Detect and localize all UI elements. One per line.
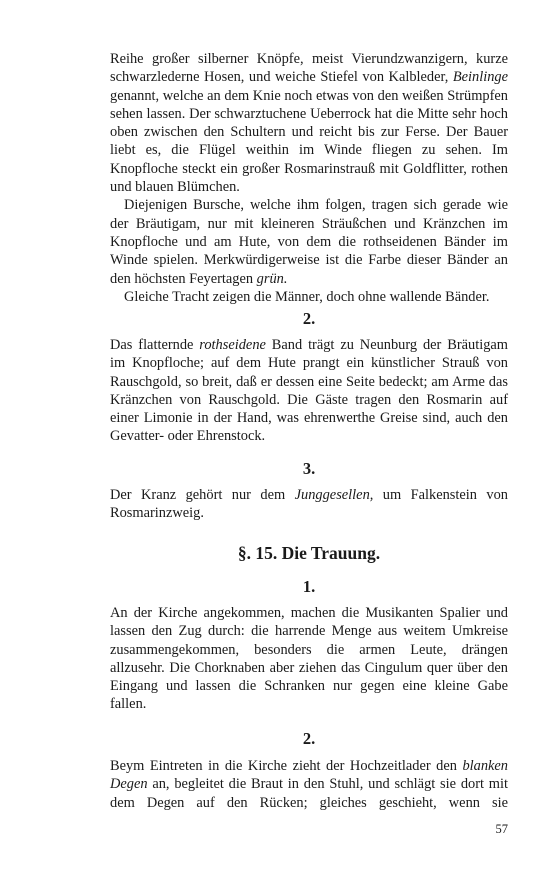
paragraph-block-kranz — [110, 486, 508, 523]
page-number: 57 — [495, 822, 508, 836]
text-run: Diejenigen Bursche, welche ihm folgen, tragen sich gerade wie der Bräutigam, nur mit kleineren Sträußchen und Kränzchen im Knopfloche und am Hute, von dem die rothseidenen Bänder im Winde spielen. Merkwürdigerweise ist die Farbe dieser Bänder an den höchsten Feyertagen — [110, 197, 508, 287]
paragraph-degen — [110, 757, 508, 812]
paragraph-kirche — [110, 604, 508, 714]
text-run: An der Kirche angekommen, machen die Musikanten Spalier und lassen den Zug durch: die harrende Menge aus weitem Umkreise zusammengekommen, besonders die armen Leute, drängen allzusehr. Die Chorknaben aber ziehen das Cingulum quer über den Eingang und lassen die Schranken nur gegen eine kleine Gabe fallen. — [110, 605, 508, 713]
subsection-heading-2b: 2. — [302, 729, 316, 748]
subsection-heading-2a: 2. — [302, 309, 316, 328]
paragraph-kranz — [110, 486, 508, 523]
text-run: Beym Eintreten in die Kirche zieht der Hochzeitlader den — [110, 758, 463, 774]
subsection-heading-3: 3. — [302, 459, 316, 478]
paragraph-attire — [110, 50, 508, 196]
paragraph-block-degen — [110, 757, 508, 812]
emphasis-run: rothseidene — [199, 337, 266, 353]
paragraph-bursche — [110, 196, 508, 287]
paragraph-block-neunburg — [110, 336, 508, 446]
text-run: an, begleitet die Braut in den Stuhl, und schlägt sie dort mit dem Degen auf den Rücken; gleiches geschieht, wenn sie — [110, 776, 508, 811]
subsection-heading-1: 1. — [302, 577, 316, 596]
paragraph-block-top — [110, 50, 508, 306]
emphasis-run: Junggesellen, — [294, 487, 374, 503]
emphasis-run: blanken Degen — [110, 758, 508, 793]
emphasis-run: Beinlinge — [452, 69, 508, 86]
paragraph-maenner — [110, 288, 508, 306]
paragraph-block-kirche — [110, 604, 508, 714]
text-run: um Falkenstein von Rosmarinzweig. — [110, 487, 509, 522]
text-run: Das flatternde — [110, 337, 200, 353]
text-run: genannt, welche an dem Knie noch etwas von den weißen Strümpfen sehen lassen. Der schwarztuchene Ueberrock hat die Mitte sehr hoch oben zwischen den Schultern und reicht bis zur Ferse. Der Bauer liebt es, die Flügel weithin im Winde fliegen zu sehen. Im Knopfloche steckt ein großer Rosmarinstrauß mit Goldflitter, rothen und blauen Blümchen. — [110, 87, 508, 196]
emphasis-run: grün. — [256, 270, 288, 287]
text-run: Der Kranz gehört nur dem — [110, 487, 295, 503]
text-run: Gleiche Tracht zeigen die Männer, doch ohne wallende Bänder. — [124, 288, 490, 305]
text-run: Reihe großer silberner Knöpfe, meist Vierundzwanzigern, kurze schwarzlederne Hosen, und weiche Stiefel von Kalbleder, — [110, 51, 508, 86]
section-title: §. 15. Die Trauung. — [237, 543, 381, 563]
paragraph-neunburg — [110, 336, 508, 446]
text-run: Band trägt zu Neunburg der Bräutigam im Knopfloche; auf dem Hute prangt ein künstlicher Strauß von Rauschgold, so breit, daß er dessen eine Seite bedeckt; am Arme das Kränzchen von Rauschgold. Die Gäste tragen den Rosmarin auf einer Limonie in der Hand, was ehrenwerthe Greise sind, auch den Gevatter- oder Ehrenstock. — [110, 337, 508, 445]
